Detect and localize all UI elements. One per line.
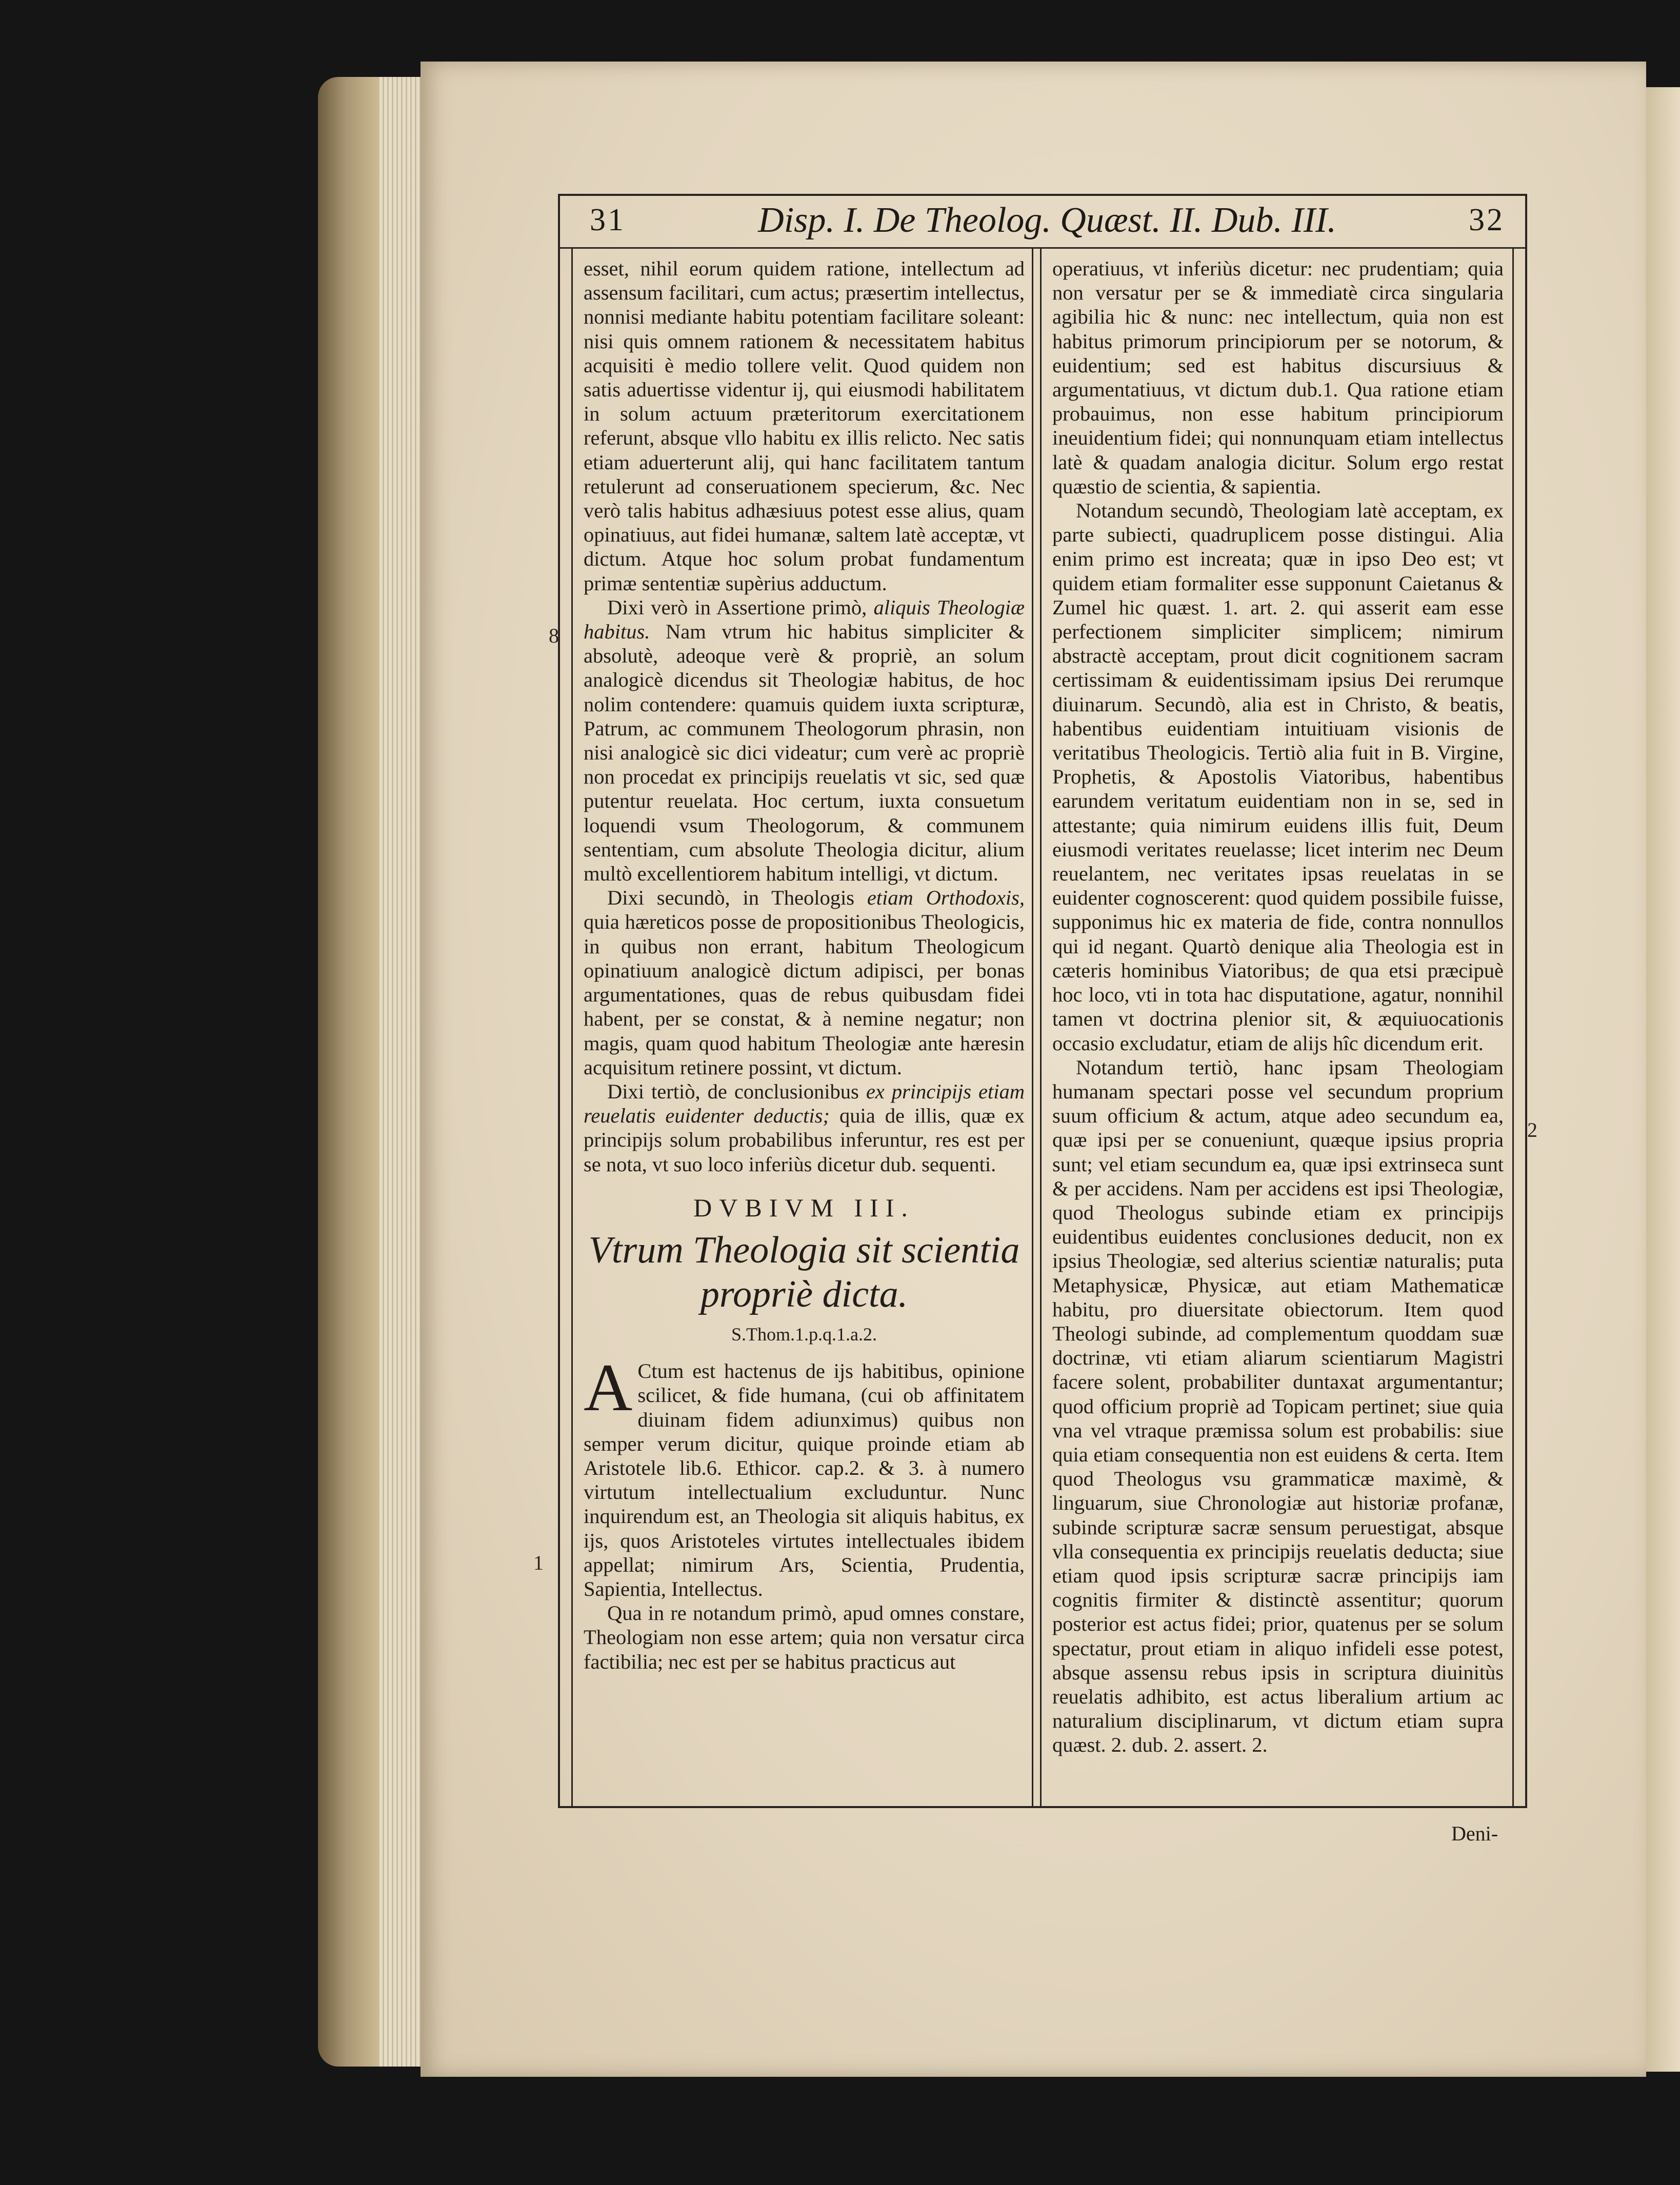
dubium-title: Vtrum Theologia sit scientia propriè dicta. (588, 1229, 1020, 1315)
italic-run: aliquis Theologiæ habitus. (584, 595, 1025, 644)
inner-rule-left (571, 247, 573, 1806)
italic-run: etiam Orthodoxis, (867, 886, 1025, 910)
paragraph-dixi-tertio (584, 1079, 1025, 1176)
paragraph-dixi-secundo (584, 886, 1025, 1079)
inner-rule-right (1512, 247, 1514, 1806)
dubium-reference: S.Thom.1.p.q.1.a.2. (731, 1324, 877, 1345)
paragraph-dixi-primo (584, 595, 1025, 886)
paragraph-continued: esset, nihil eorum quidem ratione, intellectum ad assensum facilitari, cum actus; præsertim intellectus, nonnisi mediante habitu potentiam facilitare soleant: nisi quis omnem rationem & necessitatem habitus acquisiti è medio tollere velit. Quod quidem non satis aduertisse videntur ij, qui eiusmodi habilitatem in solum actuum præteritorum exercitationem referunt, absque vllo habitu ex illis relicto. Nec satis etiam aduerterunt alij, qui hanc facilitatem tantum retulerunt ad conseruationem specierum, &c. Nec verò talis habitus adhæsiuus potest esse alius, quam opinatiuus, aut fidei humanæ, saltem latè acceptæ, vt dictum. Atque hoc solum probat fundamentum primæ sententiæ supèrius adductum. (584, 257, 1025, 595)
paragraph-operatiuus: operatiuus, vt inferiùs dicetur: nec prudentiam; quia non versatur per se & immediatè circa singularia agibilia hic & nunc: nec intellectum, quia non est habitus primorum principiorum per se notorum, & euidentium; sed est habitus discursiuus & argumentatiuus, vt dictum dub.1. Qua ratione etiam probauimus, non esse habitum principiorum ineuidentium fidei; qui nonnunquam etiam intellectus latè & quadam analogia dicitur. Solum ergo restat quæstio de scientia, & sapientia. (1052, 257, 1504, 498)
margin-note-8: 8 (549, 624, 559, 647)
column-rule-b (1040, 247, 1042, 1806)
text-frame (558, 194, 1527, 1808)
text-run: Dixi secundò, in Theologis (607, 886, 867, 910)
page-number-right: 32 (1469, 203, 1505, 237)
text-run: Dixi tertiò, de conclusionibus (607, 1079, 866, 1103)
text-run: Nam vtrum hic habitus simpliciter & absolutè, adeoque verè & propriè, an solum analogicè dicendus sit Theologiæ habitus, de hoc nolim contendere: quamuis quidem iuxta scripturæ, Patrum, ac communem Theologorum phrasin, non nisi analogicè sic dici videatur; cum verè ac propriè non procedat ex principijs reuelatis vt sic, sed quæ putentur reuelata. Hoc certum, iuxta consuetum loquendi vsum Theologorum, & communem sententiam, cum absolute Theologia dicitur, alium multò excellentiorem habitum intelligi, vt dictum. (584, 620, 1025, 886)
margin-note-2: 2 (1527, 1118, 1537, 1141)
text-run: quia de illis, quæ ex principijs solum probabilibus inferuntur, res est per se nota, vt suo loco inferiùs dicetur dub. sequenti. (584, 1104, 1025, 1176)
drop-cap: A (584, 1350, 633, 1426)
italic-run: ex principijs etiam reuelatis euidenter deductis; (584, 1079, 1025, 1128)
column-rule-a (1032, 247, 1033, 1806)
header-rule (560, 247, 1525, 249)
paragraph-notandum-primo: Qua in re notandum primò, apud omnes constare, Theologiam non esse artem; quia non versatur circa factibilia; nec est per se habitus practicus aut (584, 1601, 1025, 1673)
text-run: Ctum est hactenus de ijs habitibus, opinione scilicet, & fide humana, (cui ob affinitatem diuinam fidem adiunximus) quibus non semper verum dicitur, quique proinde etiam ab Aristotele lib.6. Ethicor. cap.2. & 3. à numero virtutum intellectualium excluduntur. Nunc inquirendum est, an Theologia sit aliquis habitus, ex ijs, quos Aristoteles virtutes intellectuales ibidem appellat; nimirum Ars, Scientia, Prudentia, Sapientia, Intellectus. (584, 1359, 1025, 1600)
text-run: Dixi verò in Assertione primò, (607, 595, 874, 619)
text-run: quia hæreticos posse de propositionibus Theologicis, in quibus non errant, habitum Theologicum opinatiuum analogicè dictum adipisci, per bonas argumentationes, quas de rebus quibusdam fidei habent, per se constat, & à nemine negatur; non magis, quam quod habitum Theologiæ ante hæresin acquisitum retinere possint, vt dictum. (584, 910, 1025, 1079)
right-column (1052, 256, 1504, 1757)
page-number-left: 31 (590, 203, 626, 237)
left-column (584, 256, 1025, 1674)
page-stack-edge (379, 77, 426, 2067)
paragraph-notandum-secundo: Notandum secundò, Theologiam latè acceptam, ex parte subiecti, quadruplicem posse distingui. Alia enim primo est increata; quæ in ipso Deo est; vt quidem etiam formaliter esse supponunt Caietanus & Zumel hic quæst. 1. art. 2. qui asserit eam esse perfectionem simpliciter simplicem; nimirum abstractè acceptam, prout dicit cognitionem sacram certissimam & euidentissimam ipsius Dei rerumque diuinarum. Secundò, alia est in Christo, & beatis, habentibus euidentiam intuitiuam visionis de veritatibus Theologicis. Tertiò alia fuit in B. Virgine, Prophetis, & Apostolis Viatoribus, habentibus earundem veritatum euidentiam non in se, sed in attestante; quia nimirum euidens illis fuit, Deum eiusmodi veritates reuelasse; licet interim nec Deum reuelantem, nec veritates ipsas reuelatas in se euidenter cognoscerent: quod quidem possibile fuisse, supponimus hic ex materia de fide, contra nonnullos qui id negant. Quartò denique alia Theologia est in cæteris hominibus Viatoribus; de qua etsi præcipuè hoc loco, vti in tota hac disputatione, agatur, nonnihil tamen vt doctrina plenior sit, & æquiuocationis occasio excludatur, etiam de alijs hîc dicendum erit. (1052, 499, 1504, 1055)
dubium-heading: DVBIVM III. (693, 1193, 915, 1222)
facing-page-sliver (1646, 87, 1680, 2072)
catchword: Deni- (1451, 1822, 1498, 1845)
running-title: Disp. I. De Theolog. Quæst. II. Dub. III. (758, 201, 1336, 240)
margin-note-1: 1 (533, 1551, 544, 1574)
paragraph-notandum-tertio: Notandum tertiò, hanc ipsam Theologiam humanam spectari posse vel secundum proprium suum officium & actum, atque adeo secundum ea, quæ ipsi per se conueniunt, quæque ipsius propria sunt; vel etiam secundum ea, quæ ipsi extrinseca sunt & per accidens. Nam per accidens est ipsi Theologiæ, quod Theologus subinde etiam ex principijs euidentibus euidentes conclusiones deducit, non ex ipsius Theologiæ, sed alterius scientiæ naturalis; puta Metaphysicæ, Physicæ, aut etiam Mathematicæ habitu, pro diuersitate obiectorum. Item quod Theologi subinde, ad complementum quoddam suæ doctrinæ, vti etiam aliarum scientiarum Magistri facere solent, probabiliter duntaxat argumentantur; quod officium propriè ad Topicam pertinet; siue quia vna vel vtraque præmissa solum est probabilis: siue quia etiam consequentia non est euidens & certa. Item quod Theologus vsu grammaticæ maximè, & linguarum, siue Chronologiæ aut historiæ profanæ, subinde scripturæ sacræ sensum peruestigat, absque vlla consequentia ex principijs reuelatis deducta; siue etiam quod ipsis scripturæ sacræ principijs iam cognitis firmiter & distinctè assentitur; quorum posterior est actus fidei; prior, quatenus per se solum spectatur, prout etiam in aliquo infideli esse potest, absque assensu rebus ipsis in scriptura diuinitùs reuelatis adhibito, est actus liberalium artium ac naturalium disciplinarum, vt dictum etiam supra quæst. 2. dub. 2. assert. 2. (1052, 1055, 1504, 1757)
paragraph-actum (584, 1350, 1025, 1601)
